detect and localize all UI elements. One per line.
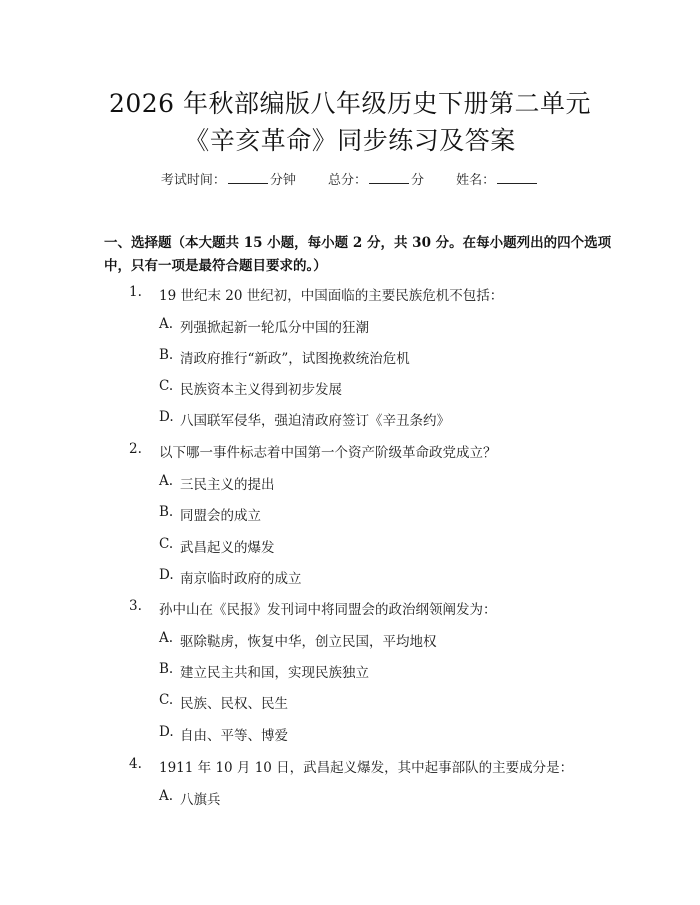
question-1-option-c-text: 民族资本主义得到初步发展	[180, 382, 342, 398]
question-1-option-a-letter: A.	[159, 316, 174, 332]
question-1-text: 19 世纪末 20 世纪初，中国面临的主要民族危机不包括：	[159, 288, 504, 304]
question-2-option-b-text: 同盟会的成立	[180, 508, 261, 524]
exam-time-field	[161, 173, 300, 188]
document-title-line-2: 《辛亥革命》同步练习及答案	[184, 126, 516, 155]
question-3-option-c-text: 民族、民权、民生	[180, 696, 288, 712]
question-2-option-d-text: 南京临时政府的成立	[180, 571, 302, 587]
question-4-text: 1911 年 10 月 10 日，武昌起义爆发，其中起事部队的主要成分是：	[159, 760, 574, 776]
question-1-option-d-letter: D.	[159, 409, 174, 425]
section-heading: 一、选择题（本大题共 15 小题，每小题 2 分，共 30 分。在每小题列出的四个选项中，只有一项是最符合题目要求的。）	[104, 235, 612, 274]
question-3-option-b-text: 建立民主共和国，实现民族独立	[180, 665, 369, 681]
question-3-text: 孙中山在《民报》发刊词中将同盟会的政治纲领阐发为：	[159, 602, 497, 618]
question-3-option-d-text: 自由、平等、博爱	[180, 728, 288, 744]
total-score-blank[interactable]	[369, 171, 409, 184]
total-score-unit: 分	[411, 173, 425, 188]
total-score-field	[328, 173, 428, 188]
question-3-number: 3.	[129, 598, 142, 614]
question-2-option-d-letter: D.	[159, 567, 174, 583]
question-2-option-c-letter: C.	[159, 536, 174, 552]
exam-time-blank[interactable]	[228, 171, 268, 184]
exam-time-label: 考试时间：	[160, 173, 226, 188]
question-1-option-c-letter: C.	[159, 378, 174, 394]
question-2-option-a-letter: A.	[159, 473, 174, 489]
question-3-option-c-letter: C.	[159, 692, 174, 708]
question-2-number: 2.	[129, 441, 142, 457]
question-1-option-b-letter: B.	[159, 347, 174, 363]
exam-info-row	[0, 169, 700, 188]
question-1-option-b-text: 清政府推行“新政”，试图挽救统治危机	[180, 351, 410, 367]
question-3-option-d-letter: D.	[159, 724, 174, 740]
question-3-option-a-letter: A.	[159, 630, 174, 646]
exam-time-unit: 分钟	[269, 173, 296, 188]
question-2-option-c-text: 武昌起义的爆发	[180, 540, 275, 556]
question-4-option-a-text: 八旗兵	[180, 792, 221, 808]
name-blank[interactable]	[497, 171, 537, 184]
question-2-option-b-letter: B.	[159, 504, 174, 520]
name-field	[456, 173, 539, 188]
question-4-option-a-letter: A.	[159, 788, 174, 804]
question-1-number: 1.	[129, 284, 142, 300]
question-4-number: 4.	[129, 756, 142, 772]
name-label: 姓名：	[456, 173, 496, 188]
total-score-label: 总分：	[327, 173, 367, 188]
question-3-option-b-letter: B.	[159, 661, 174, 677]
document-title-line-1: 2026 年秋部编版八年级历史下册第二单元	[108, 89, 592, 118]
question-2-text: 以下哪一事件标志着中国第一个资产阶级革命政党成立？	[159, 445, 497, 461]
question-1-option-a-text: 列强掀起新一轮瓜分中国的狂潮	[180, 320, 369, 336]
question-2-option-a-text: 三民主义的提出	[180, 477, 275, 493]
question-1-option-d-text: 八国联军侵华，强迫清政府签订《辛丑条约》	[180, 413, 450, 429]
question-3-option-a-text: 驱除鞑虏，恢复中华，创立民国，平均地权	[180, 634, 437, 650]
